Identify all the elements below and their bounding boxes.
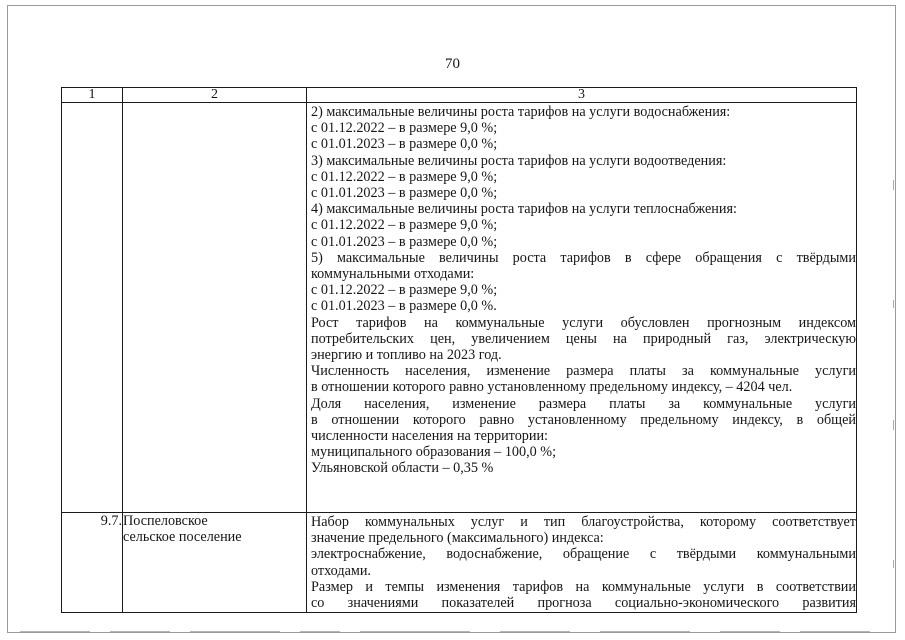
text-line: с 01.12.2022 – в размере 9,0 %; (311, 217, 498, 234)
text-line: отходами. (311, 562, 371, 579)
text-line: потребительских цен, увеличением цены на природный газ, электрическую (311, 330, 856, 347)
text-line: с 01.12.2022 – в размере 9,0 %; (311, 282, 498, 299)
table-header-row (62, 88, 857, 103)
text-line: 4) максимальные величины роста тарифов на услуги теплоснабжения: (311, 201, 737, 218)
text-line: с 01.01.2023 – в размере 0,0 %; (311, 233, 498, 250)
scan-artifact (110, 631, 170, 632)
scan-artifact (893, 180, 894, 190)
text-line: Набор коммунальных услуг и тип благоустройства, которому соответствует (311, 514, 856, 530)
scan-artifact (720, 631, 780, 632)
scan-artifact (893, 560, 894, 568)
row-name-cell-empty (123, 103, 307, 513)
text-line: Ульяновской области – 0,35 % (311, 460, 494, 477)
text-line: значение предельного (максимального) индекса: (311, 530, 604, 547)
text-line: с 01.01.2023 – в размере 0,0 %; (311, 136, 498, 153)
scan-artifact (500, 631, 570, 632)
row-content-cell (307, 103, 857, 513)
page-number: 70 (445, 56, 460, 72)
text-line: коммунальными отходами: (311, 266, 475, 283)
continuation-text (307, 103, 856, 477)
text-line: энергию и топливо на 2023 год. (311, 347, 502, 364)
text-line: Размер и темпы изменения тарифов на коммунальные услуги в соответствии (311, 578, 856, 595)
scan-artifact (20, 631, 90, 632)
row-number-cell-empty (62, 103, 123, 513)
scan-artifact (300, 631, 340, 632)
text-line: со значениями показателей прогноза социально-экономического развития (311, 595, 856, 612)
text-line: муниципального образования – 100,0 %; (311, 444, 557, 461)
scan-artifact (190, 631, 280, 632)
header-col-2: 2 (123, 88, 307, 103)
text-line: с 01.12.2022 – в размере 9,0 %; (311, 120, 498, 137)
settlement-name (123, 513, 307, 613)
header-col-3: 3 (307, 88, 857, 103)
settlement-name-line: Поспеловское (123, 513, 208, 529)
text-line: 5) максимальные величины роста тарифов в сфере обращения с твёрдыми (311, 249, 856, 266)
scan-artifact (893, 420, 894, 430)
text-line: 2) максимальные величины роста тарифов на услуги водоснабжения: (311, 104, 731, 120)
text-line: в отношении которого равно установленному предельному индексу, в общей (311, 411, 856, 428)
scan-artifact (893, 300, 894, 308)
text-line: с 01.01.2023 – в размере 0,0 %; (311, 185, 498, 202)
row-text (307, 513, 856, 611)
text-line: с 01.12.2022 – в размере 9,0 %; (311, 168, 498, 185)
text-line: Рост тарифов на коммунальные услуги обусловлен прогнозным индексом (311, 314, 856, 331)
text-line: 3) максимальные величины роста тарифов на услуги водоотведения: (311, 152, 727, 169)
settlement-name-line: сельское поселение (123, 529, 242, 546)
header-col-1: 1 (62, 88, 123, 103)
scan-artifact (360, 631, 470, 632)
scan-artifact (800, 631, 870, 632)
text-line: с 01.01.2023 – в размере 0,0 %. (311, 298, 497, 315)
scan-artifact (600, 631, 690, 632)
text-line: Доля населения, изменение размера платы за коммунальные услуги (311, 395, 856, 412)
row-content-cell (307, 513, 857, 613)
text-line: электроснабжение, водоснабжение, обращение с твёрдыми коммунальными (311, 546, 856, 563)
text-line: численности населения на территории: (311, 428, 549, 445)
document-table (61, 87, 857, 613)
table-row-continuation (62, 103, 857, 513)
text-line: в отношении которого равно установленному предельному индексу, – 4204 чел. (311, 379, 793, 396)
text-line: Численность населения, изменение размера платы за коммунальные услуги (311, 363, 856, 380)
row-number: 9.7. (62, 513, 123, 613)
table-row-9-7 (62, 513, 857, 613)
